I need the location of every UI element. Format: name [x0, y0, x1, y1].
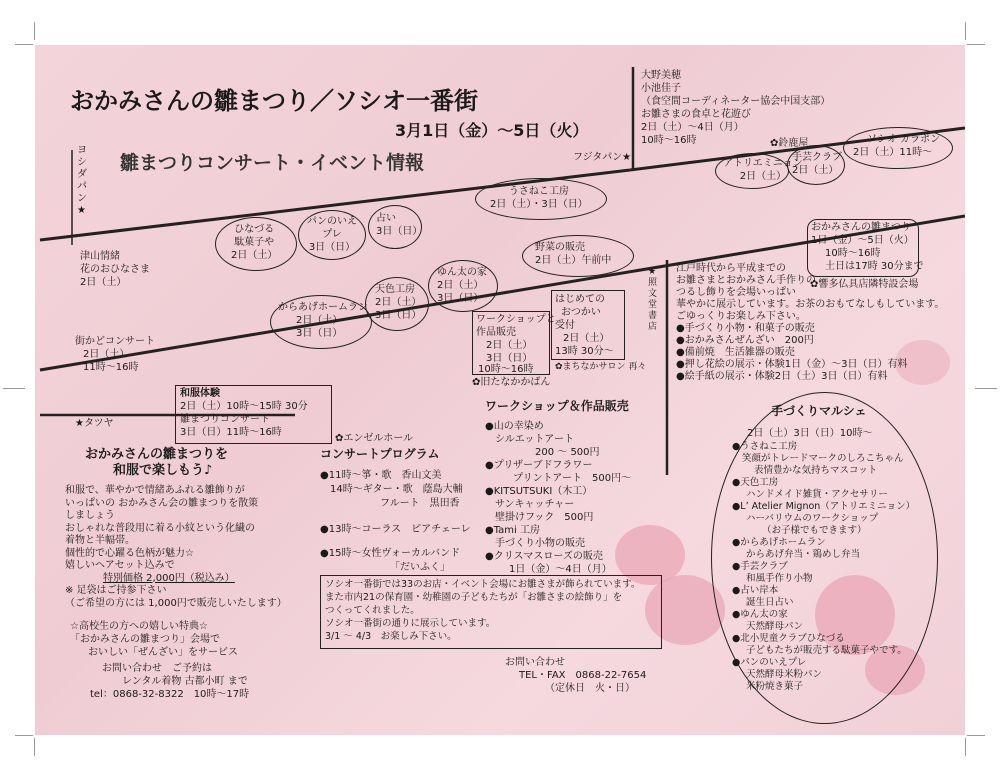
atelier-text: アトリエミニョン 2日（土）	[723, 158, 803, 182]
suzuka-label: ✿鈴鹿屋	[770, 138, 809, 149]
crop-mark	[34, 738, 35, 756]
bottom-contact: お問い合わせ TEL・FAX 0868-22-7654 （定休日 火・日）	[505, 657, 647, 694]
crop-mark	[975, 388, 997, 389]
crop-mark	[15, 735, 33, 736]
workshop-box-text: ワークショップと 作品販売 2日（土） 3日（日）	[476, 314, 556, 364]
tensei-text: 天色工房 2日（土） 3日（日）	[375, 284, 422, 321]
flyer	[35, 45, 965, 735]
marche-date: 2日（土）3日（日）10時～	[747, 428, 873, 439]
hinaburu-text: ひなづる 駄菓子や 2日（土）	[231, 224, 278, 261]
yoshida-pan-label: ヨシダパン★	[77, 145, 87, 216]
crop-mark	[967, 44, 985, 45]
concert-list: ●11時～箏・歌 香山文美 14時～ギター・歌 蔭島大輔 フルート 黒田香 ●13時～コーラス ピアチェーレ ●15時～女性ヴォーカルバンド 「だいふく」	[320, 470, 471, 573]
workshop-list: ●山の幸染め シルエットアート 200 ～ 500円 ●プリザーブドフラワー プリントアート 500円～ ●KITSUTSUKI（木工） サンキャッチャー 壁掛けフック 500円 ●Tami 工房 手づくり小物の販売 ●クリスマスローズの販売 1日（金）～4日（月）	[485, 421, 632, 575]
socio-info-text: ソシオ一番街では33のお店・イベント会場にお雛さまが飾られています。 また市内21の保育園・幼稚園の子どもたちが「お雛さまの絵飾り」を つくってくれました。 ソシオ一番街の通りに展示しています。 3/1 ～ 4/3 お楽しみ下さい。	[325, 579, 641, 642]
student-special: ☆高校生の方への嬉しい特典☆ 「おかみさんの雛まつり」会場で おいしい「ぜんざい」をサービス	[70, 621, 238, 658]
hajime-box-text: はじめての おつかい 受付 2日（土） 13時 30分～	[555, 294, 614, 357]
crop-mark	[967, 735, 985, 736]
usaneko-text: うさねこ工房 2日（土）・3日（日）	[490, 186, 588, 210]
left-heading: おかみさんの雛まつりを 和服で楽しもう♪	[85, 447, 229, 478]
yuntaro-text: ゆん太の家 2日（土） 3日（日）	[437, 267, 487, 304]
tatsuya-label: ★タツヤ	[75, 418, 114, 429]
okami-box-text: おかみさんの雛まつり 1日（金）～5日（火） 10時～16時 土日は17時 30分まで	[811, 222, 924, 272]
event-dates: 3月1日（金）～5日（火）	[395, 121, 589, 140]
angel-hall-label: ✿エンゼルホール	[335, 433, 414, 444]
concert-title: コンサートプログラム	[320, 447, 440, 461]
garapon-text: ソシオ ガラポン 2日（土）11時～	[853, 134, 941, 158]
yasai-text: 野菜の販売 2日（土）午前中	[535, 242, 612, 266]
shoubundo-label: ★照文堂書店	[648, 267, 658, 332]
crop-mark	[15, 44, 33, 45]
marche-title: 手づくりマルシェ	[771, 404, 867, 418]
right-info-text: 江戸時代から平成までの お雛さまとおかみさん手作りの つるし飾りを会場いっぱい 華やかに展示しています。お茶のおもてなしもしています。 ごゆっくりお楽しみ下さい。 ●手づくり小物・和菓子の販売 ●おかみさんぜんざい 200円 ●備前焼 生活雑器の販売 ●押し花絵の展示・体験1日（金）～3日（日）有料 ●絵手紙の展示・体験2日（土）3日（日）有料	[676, 263, 945, 382]
ohno-info: 大野美穂 小池佳子 （食空間コーディネーター協会中国支部） お雛さまの食卓と花遊び 2日（土）～4日（月） 10時～16時	[641, 70, 831, 146]
okami-place: ✿響多仏具店隣特設会場	[810, 279, 919, 290]
wafuku-text: 和服体験 2日（土）10時～15時 30分 雛まつりコンサート 3日（日）11時～16時	[180, 388, 308, 438]
marche-list: ●うさねこ工房 笑顔がトレードマークのしろこちゃん 表情豊かな気持ちマスコット ●天色工房 ハンドメイド雑貨・アクセサリー ●L’ Atelier Mignon（アトリエミニョン） ハーバリウムのワークショップ （お子様でもできます） ●からあげホームラン からあげ弁当・鶏めし弁当 ●手芸クラブ 和風手作り小物 ●占い岸本 誕生日占い ●ゆん太の家 天然酵母パン ●北小児童クラブひなづる 子どもたちが販売する駄菓子やです。 ●パンのいえプレ 天然酵母米粉パン 米粉焼き菓子	[732, 441, 916, 692]
left-body: 和服で、華やかで情緒あふれる雛飾りが いっぱいの おかみさん会の雛まつりを散策 しましょう おしゃれな普段用に着る小紋という化繊の 着物と半幅帯。 個性的で心躍る色柄が魅力☆ 嬉しいヘアセット込みで 特別価格 2,000円（税込み） ※ 足袋はご持参下さい （ご希望の方には 1,000円で販売しいたします）	[65, 485, 287, 609]
workshop-title: ワークショップ＆作品販売	[485, 399, 629, 413]
left-contact: お問い合わせ ご予約は レンタル着物 古都小町 まで tel：0868-32-8322 10時～17時	[90, 663, 250, 700]
crop-mark	[34, 22, 35, 40]
pan-no-ie-text: パンのいえ プレ 3日（日）	[307, 216, 357, 253]
machikado-concert: 街かどコンサート 2日（土） 11時～16時	[75, 336, 155, 373]
hajime-place: ✿まちなかサロン 再々	[555, 362, 647, 372]
crop-mark	[965, 22, 966, 40]
crop-mark	[3, 388, 25, 389]
crop-mark	[965, 738, 966, 756]
workshop-box-time: 10時～16時	[478, 364, 534, 375]
karaage-text: からあげホームラン 2日（土） 3日（日）	[278, 302, 368, 339]
tegei-text: 手芸クラブ 2日（土）	[792, 152, 842, 176]
uranai-text: 占い 3日（日）	[376, 213, 423, 237]
page-title: おかみさんの雛まつり／ソシオ一番街	[70, 87, 478, 115]
fujitapan-label: フジタパン★	[573, 152, 632, 163]
tsuyama-label: 津山情緒 花のおひなさま 2日（土）	[80, 251, 150, 288]
workshop-box-place: ✿旧たなかかばん	[472, 377, 551, 388]
event-subtitle: 雛まつりコンサート・イベント情報	[120, 152, 425, 174]
